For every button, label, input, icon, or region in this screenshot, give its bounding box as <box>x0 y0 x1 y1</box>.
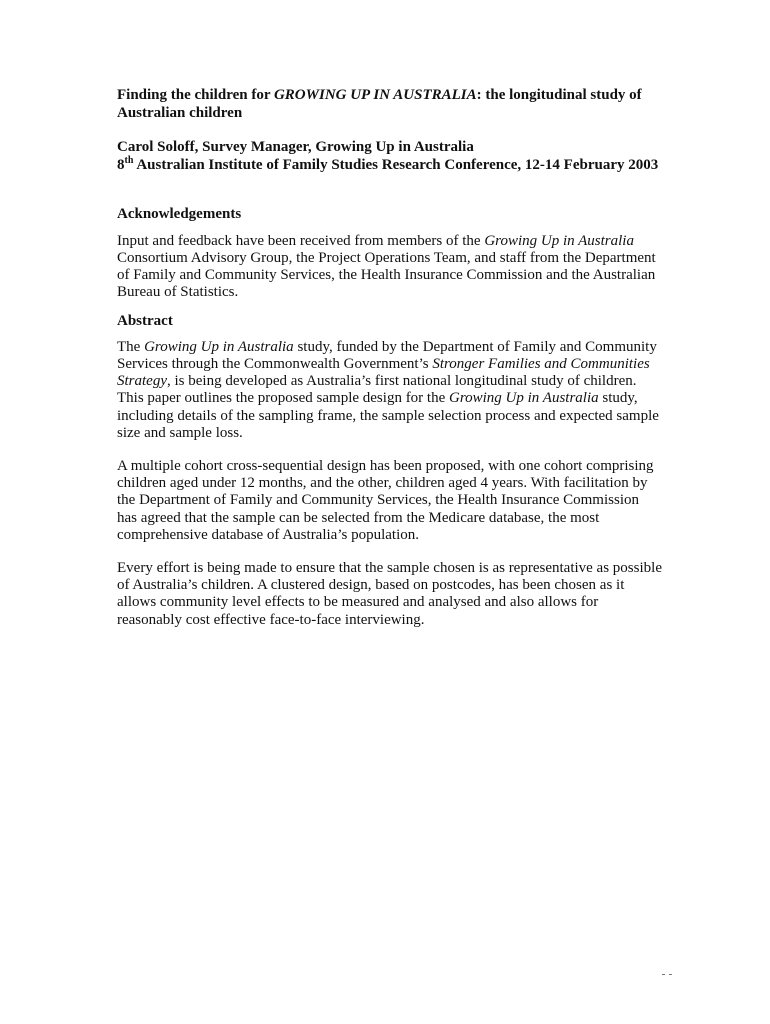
ack-study-name: Growing Up in Australia <box>484 232 634 249</box>
ack-text-end: Consortium Advisory Group, the Project Operations Team, and staff from the Department of Family and Community Services, the Health Insurance Commission and the Australian Bureau of Statistics. <box>117 249 656 301</box>
title-part1: Finding the children for <box>117 87 274 103</box>
conference-line: Australian Institute of Family Studies Research Conference, 12-14 February 2003 <box>133 156 659 173</box>
title-part2: : the longitudinal study of Australian children <box>117 87 642 121</box>
title-study-name: GROWING UP IN AUSTRALIA <box>273 87 477 103</box>
acknowledgements-paragraph <box>117 233 662 302</box>
abs1-text-a: The <box>117 338 145 355</box>
abstract-paragraph-1 <box>117 339 662 442</box>
conference-ordinal-suffix: th <box>124 154 134 166</box>
author-line: Carol Soloff, Survey Manager, Growing Up in Australia <box>117 139 474 155</box>
acknowledgements-heading: Acknowledgements <box>117 206 242 222</box>
document-title <box>117 87 662 122</box>
abs1-text-d: study, including details of the sampling frame, the sample selection process and expected sample size and sample loss. <box>117 390 659 441</box>
abstract-heading: Abstract <box>117 313 173 330</box>
abs1-study-name-2: Growing Up in Australia <box>449 390 599 407</box>
author-block <box>117 139 662 174</box>
ack-text-start: Input and feedback have been received from members of the <box>117 232 485 249</box>
conference-number: 8 <box>117 156 125 173</box>
page-number-mark <box>659 972 677 978</box>
abstract-paragraph-3: Every effort is being made to ensure that the sample chosen is as representative as possible of Australia’s children. A clustered design, based on postcodes, has been chosen as it allows community level effects to be measured and analysed and also allows for reasonably cost effective face-to-face interviewing. <box>117 560 662 628</box>
document-content <box>117 87 662 629</box>
abs1-text-b: study, funded by the Department of Family and Community Services through the Commonwealth Government’s <box>117 338 657 373</box>
page-mark-dash <box>662 974 665 975</box>
abs1-text-c: , is being developed as Australia’s first national longitudinal study of children. This paper outlines the proposed sample design for the <box>117 373 637 407</box>
abs1-strategy-name: Stronger Families and Communities Strategy <box>117 356 650 390</box>
page-mark-dash <box>669 974 672 975</box>
abs1-study-name: Growing Up in Australia <box>144 338 294 355</box>
abstract-paragraph-2: A multiple cohort cross-sequential design has been proposed, with one cohort comprising children aged under 12 months, and the other, children aged 4 years. With facilitation by the Department of Family and Community Services, the Health Insurance Commission has agreed that the sample can be selected from the Medicare database, the most comprehensive database of Australia’s population. <box>117 458 654 543</box>
